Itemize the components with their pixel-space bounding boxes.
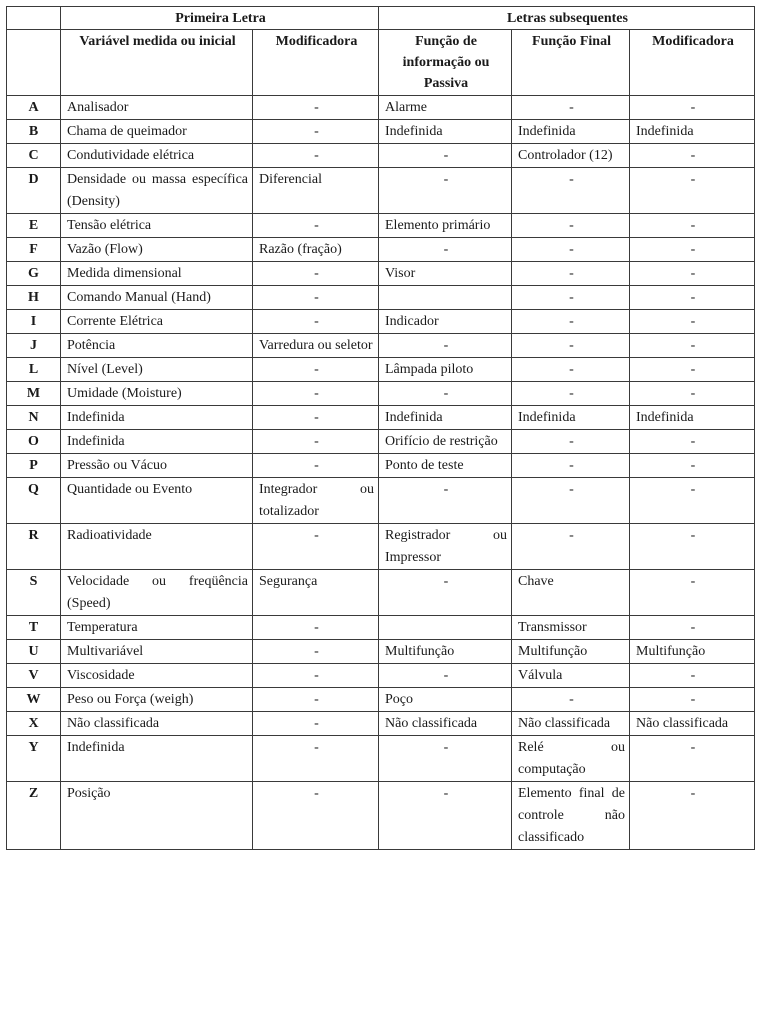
modifier-first-cell: - bbox=[253, 782, 379, 850]
table-row bbox=[7, 640, 755, 664]
modifier-first-cell: - bbox=[253, 96, 379, 120]
modifier-subsequent-cell: - bbox=[630, 286, 755, 310]
letter-cell: H bbox=[7, 286, 61, 310]
final-function-cell: Não classificada bbox=[512, 712, 630, 736]
table-row bbox=[7, 334, 755, 358]
variable-cell: Temperatura bbox=[61, 616, 253, 640]
final-function-cell: - bbox=[512, 168, 630, 214]
final-function-cell: - bbox=[512, 382, 630, 406]
modifier-first-cell: Integrador ou totalizador bbox=[253, 478, 379, 524]
info-function-cell: Alarme bbox=[379, 96, 512, 120]
variable-cell: Medida dimensional bbox=[61, 262, 253, 286]
column-header-final-function: Função Final bbox=[512, 30, 630, 96]
modifier-first-cell: - bbox=[253, 712, 379, 736]
table-row bbox=[7, 96, 755, 120]
modifier-first-cell: - bbox=[253, 310, 379, 334]
modifier-subsequent-cell: - bbox=[630, 96, 755, 120]
table-row bbox=[7, 688, 755, 712]
table-row bbox=[7, 570, 755, 616]
table-row bbox=[7, 382, 755, 406]
modifier-subsequent-cell: - bbox=[630, 144, 755, 168]
variable-cell: Posição bbox=[61, 782, 253, 850]
letter-cell: P bbox=[7, 454, 61, 478]
variable-cell: Quantidade ou Evento bbox=[61, 478, 253, 524]
modifier-first-cell: - bbox=[253, 616, 379, 640]
letter-cell: Y bbox=[7, 736, 61, 782]
variable-cell: Não classificada bbox=[61, 712, 253, 736]
info-function-cell: - bbox=[379, 334, 512, 358]
modifier-first-cell: - bbox=[253, 358, 379, 382]
modifier-first-cell: - bbox=[253, 262, 379, 286]
letter-cell: U bbox=[7, 640, 61, 664]
table-row bbox=[7, 262, 755, 286]
header-column-row bbox=[7, 30, 755, 96]
info-function-cell: - bbox=[379, 782, 512, 850]
final-function-cell: Relé ou computação bbox=[512, 736, 630, 782]
final-function-cell: - bbox=[512, 688, 630, 712]
final-function-cell: - bbox=[512, 524, 630, 570]
variable-cell: Comando Manual (Hand) bbox=[61, 286, 253, 310]
table-row bbox=[7, 310, 755, 334]
modifier-subsequent-cell: - bbox=[630, 310, 755, 334]
letter-cell: V bbox=[7, 664, 61, 688]
modifier-first-cell: - bbox=[253, 286, 379, 310]
modifier-subsequent-cell: - bbox=[630, 664, 755, 688]
modifier-subsequent-cell: - bbox=[630, 214, 755, 238]
variable-cell: Indefinida bbox=[61, 406, 253, 430]
variable-cell: Viscosidade bbox=[61, 664, 253, 688]
table-row bbox=[7, 736, 755, 782]
modifier-first-cell: Razão (fração) bbox=[253, 238, 379, 262]
modifier-subsequent-cell: - bbox=[630, 358, 755, 382]
modifier-first-cell: - bbox=[253, 524, 379, 570]
final-function-cell: - bbox=[512, 430, 630, 454]
variable-cell: Densidade ou massa específica (Density) bbox=[61, 168, 253, 214]
info-function-cell: Não classificada bbox=[379, 712, 512, 736]
letter-cell: G bbox=[7, 262, 61, 286]
table-row bbox=[7, 430, 755, 454]
modifier-first-cell: - bbox=[253, 120, 379, 144]
letter-cell: O bbox=[7, 430, 61, 454]
variable-cell: Corrente Elétrica bbox=[61, 310, 253, 334]
info-function-cell: Registrador ou Impressor bbox=[379, 524, 512, 570]
final-function-cell: - bbox=[512, 214, 630, 238]
final-function-cell: Válvula bbox=[512, 664, 630, 688]
modifier-first-cell: - bbox=[253, 454, 379, 478]
modifier-first-cell: - bbox=[253, 406, 379, 430]
letter-cell: Z bbox=[7, 782, 61, 850]
info-function-cell: Multifunção bbox=[379, 640, 512, 664]
table-row bbox=[7, 144, 755, 168]
modifier-subsequent-cell: - bbox=[630, 238, 755, 262]
modifier-subsequent-cell: Indefinida bbox=[630, 120, 755, 144]
letter-cell: D bbox=[7, 168, 61, 214]
info-function-cell: - bbox=[379, 144, 512, 168]
table-row bbox=[7, 478, 755, 524]
modifier-subsequent-cell: - bbox=[630, 478, 755, 524]
variable-cell: Umidade (Moisture) bbox=[61, 382, 253, 406]
letter-cell: R bbox=[7, 524, 61, 570]
modifier-subsequent-cell: - bbox=[630, 262, 755, 286]
table-row bbox=[7, 286, 755, 310]
modifier-first-cell: - bbox=[253, 144, 379, 168]
letter-cell: E bbox=[7, 214, 61, 238]
modifier-subsequent-cell: - bbox=[630, 430, 755, 454]
group-header-subsequent-letters: Letras subsequentes bbox=[379, 7, 755, 30]
modifier-subsequent-cell: - bbox=[630, 168, 755, 214]
modifier-first-cell: - bbox=[253, 688, 379, 712]
table-row bbox=[7, 406, 755, 430]
letter-cell: L bbox=[7, 358, 61, 382]
info-function-cell: - bbox=[379, 570, 512, 616]
header-group-row bbox=[7, 7, 755, 30]
final-function-cell: - bbox=[512, 334, 630, 358]
modifier-first-cell: - bbox=[253, 214, 379, 238]
variable-cell: Indefinida bbox=[61, 430, 253, 454]
instrument-letter-table-page bbox=[6, 6, 754, 850]
info-function-cell: Poço bbox=[379, 688, 512, 712]
variable-cell: Nível (Level) bbox=[61, 358, 253, 382]
letter-cell: I bbox=[7, 310, 61, 334]
table-body bbox=[7, 96, 755, 850]
letter-cell: M bbox=[7, 382, 61, 406]
info-function-cell: Elemento primário bbox=[379, 214, 512, 238]
info-function-cell: - bbox=[379, 382, 512, 406]
table-row bbox=[7, 712, 755, 736]
variable-cell: Multivariável bbox=[61, 640, 253, 664]
corner-cell bbox=[7, 7, 61, 30]
final-function-cell: Controlador (12) bbox=[512, 144, 630, 168]
table-row bbox=[7, 782, 755, 850]
letter-cell: S bbox=[7, 570, 61, 616]
info-function-cell: - bbox=[379, 478, 512, 524]
isa-identification-letters-table bbox=[6, 6, 755, 850]
modifier-subsequent-cell: Indefinida bbox=[630, 406, 755, 430]
letter-cell: W bbox=[7, 688, 61, 712]
variable-cell: Pressão ou Vácuo bbox=[61, 454, 253, 478]
info-function-cell bbox=[379, 286, 512, 310]
modifier-subsequent-cell: Não classificada bbox=[630, 712, 755, 736]
letter-cell: A bbox=[7, 96, 61, 120]
final-function-cell: - bbox=[512, 358, 630, 382]
modifier-first-cell: Segurança bbox=[253, 570, 379, 616]
table-row bbox=[7, 524, 755, 570]
variable-cell: Peso ou Força (weigh) bbox=[61, 688, 253, 712]
modifier-first-cell: - bbox=[253, 382, 379, 406]
info-function-cell: Orifício de restrição bbox=[379, 430, 512, 454]
modifier-first-cell: Varredura ou seletor bbox=[253, 334, 379, 358]
modifier-first-cell: - bbox=[253, 664, 379, 688]
letter-column-header bbox=[7, 30, 61, 96]
modifier-first-cell: - bbox=[253, 640, 379, 664]
letter-cell: Q bbox=[7, 478, 61, 524]
final-function-cell: - bbox=[512, 96, 630, 120]
final-function-cell: Elemento final de controle não classificado bbox=[512, 782, 630, 850]
table-row bbox=[7, 168, 755, 214]
info-function-cell: - bbox=[379, 168, 512, 214]
table-row bbox=[7, 616, 755, 640]
info-function-cell: Visor bbox=[379, 262, 512, 286]
info-function-cell bbox=[379, 616, 512, 640]
column-header-modifier-first: Modificadora bbox=[253, 30, 379, 96]
info-function-cell: - bbox=[379, 736, 512, 782]
info-function-cell: - bbox=[379, 664, 512, 688]
info-function-cell: - bbox=[379, 238, 512, 262]
table-row bbox=[7, 358, 755, 382]
modifier-subsequent-cell: - bbox=[630, 524, 755, 570]
info-function-cell: Indicador bbox=[379, 310, 512, 334]
modifier-subsequent-cell: - bbox=[630, 570, 755, 616]
modifier-subsequent-cell: - bbox=[630, 454, 755, 478]
variable-cell: Chama de queimador bbox=[61, 120, 253, 144]
final-function-cell: - bbox=[512, 286, 630, 310]
column-header-modifier-subsequent: Modificadora bbox=[630, 30, 755, 96]
letter-cell: C bbox=[7, 144, 61, 168]
final-function-cell: Indefinida bbox=[512, 406, 630, 430]
column-header-variable: Variável medida ou inicial bbox=[61, 30, 253, 96]
variable-cell: Indefinida bbox=[61, 736, 253, 782]
info-function-cell: Ponto de teste bbox=[379, 454, 512, 478]
letter-cell: T bbox=[7, 616, 61, 640]
final-function-cell: Transmissor bbox=[512, 616, 630, 640]
variable-cell: Potência bbox=[61, 334, 253, 358]
letter-cell: F bbox=[7, 238, 61, 262]
final-function-cell: Indefinida bbox=[512, 120, 630, 144]
modifier-subsequent-cell: - bbox=[630, 688, 755, 712]
table-row bbox=[7, 664, 755, 688]
final-function-cell: - bbox=[512, 262, 630, 286]
modifier-subsequent-cell: - bbox=[630, 736, 755, 782]
letter-cell: J bbox=[7, 334, 61, 358]
modifier-subsequent-cell: Multifunção bbox=[630, 640, 755, 664]
letter-cell: X bbox=[7, 712, 61, 736]
table-row bbox=[7, 120, 755, 144]
info-function-cell: Indefinida bbox=[379, 406, 512, 430]
table-row bbox=[7, 238, 755, 262]
letter-cell: N bbox=[7, 406, 61, 430]
modifier-subsequent-cell: - bbox=[630, 616, 755, 640]
modifier-first-cell: - bbox=[253, 736, 379, 782]
variable-cell: Analisador bbox=[61, 96, 253, 120]
variable-cell: Vazão (Flow) bbox=[61, 238, 253, 262]
variable-cell: Velocidade ou freqüência (Speed) bbox=[61, 570, 253, 616]
final-function-cell: Multifunção bbox=[512, 640, 630, 664]
letter-cell: B bbox=[7, 120, 61, 144]
final-function-cell: - bbox=[512, 478, 630, 524]
variable-cell: Condutividade elétrica bbox=[61, 144, 253, 168]
final-function-cell: - bbox=[512, 454, 630, 478]
variable-cell: Tensão elétrica bbox=[61, 214, 253, 238]
info-function-cell: Lâmpada piloto bbox=[379, 358, 512, 382]
table-row bbox=[7, 454, 755, 478]
modifier-first-cell: - bbox=[253, 430, 379, 454]
group-header-first-letter: Primeira Letra bbox=[61, 7, 379, 30]
table-row bbox=[7, 214, 755, 238]
final-function-cell: - bbox=[512, 310, 630, 334]
modifier-subsequent-cell: - bbox=[630, 334, 755, 358]
modifier-first-cell: Diferencial bbox=[253, 168, 379, 214]
final-function-cell: Chave bbox=[512, 570, 630, 616]
final-function-cell: - bbox=[512, 238, 630, 262]
variable-cell: Radioatividade bbox=[61, 524, 253, 570]
modifier-subsequent-cell: - bbox=[630, 782, 755, 850]
info-function-cell: Indefinida bbox=[379, 120, 512, 144]
column-header-info-function: Função de informação ou Passiva bbox=[379, 30, 512, 96]
modifier-subsequent-cell: - bbox=[630, 382, 755, 406]
